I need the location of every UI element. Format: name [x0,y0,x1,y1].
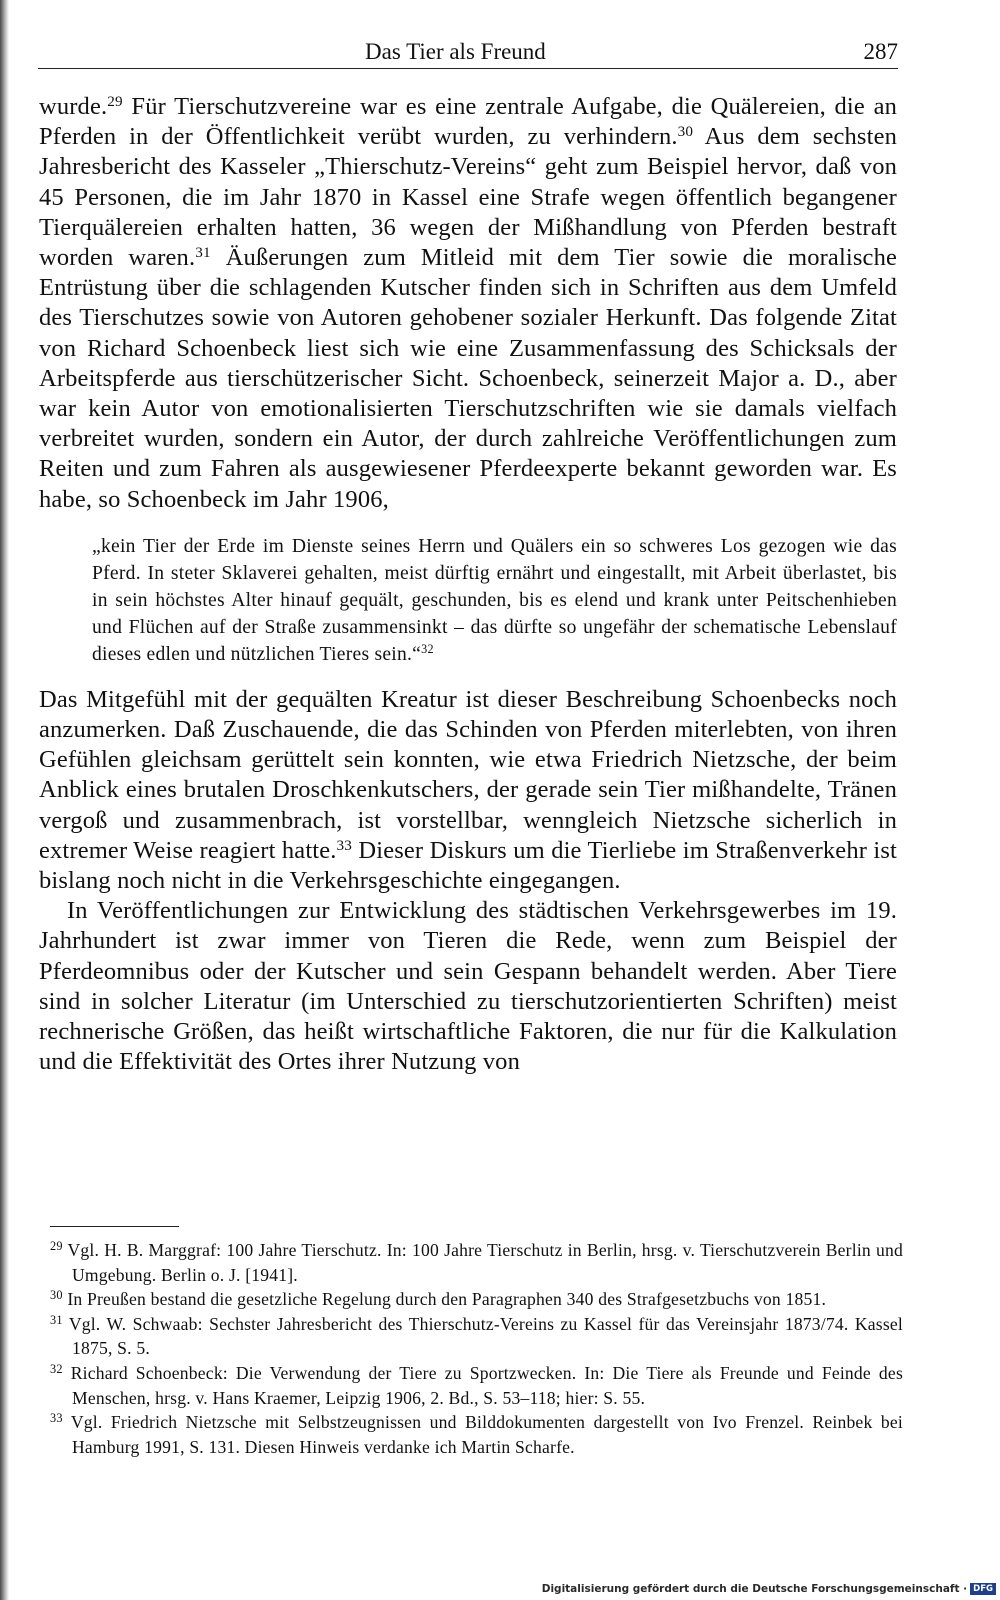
footnote-text: Vgl. Friedrich Nietzsche mit Selbstzeugnissen und Bilddokumenten dargestellt von Ivo Frenzel. Reinbek bei Hamburg 1991, S. 131. Diesen Hinweis verdanke ich Martin Scharfe. [70,1412,903,1457]
footnotes [50,1238,903,1459]
digitization-note [542,1583,996,1595]
block-quote [92,533,897,668]
running-title: Das Tier als Freund [365,39,546,64]
footnote-30 [50,1287,903,1312]
digitization-text: Digitalisierung gefördert durch die Deutsche Forschungsgemeinschaft · [541,1583,968,1595]
footnote-number: 31 [50,1312,63,1327]
footnote-marker: 29 [107,92,123,110]
footnote-31 [50,1312,903,1361]
paragraph-1 [39,92,897,515]
footnote-marker: 32 [421,642,434,657]
footnote-number: 30 [50,1288,63,1303]
footnote-separator [50,1226,179,1227]
footnote-number: 29 [50,1238,63,1253]
main-text [39,92,897,1077]
footnote-marker: 30 [677,122,694,140]
text-run: wurde. [39,93,108,120]
text-run: Aus dem sechsten Jahresbericht des Kasseler „Thierschutz-Vereins“ geht zum Beispiel hervor, daß von 45 Personen, die im Jahr 1870 in Kassel eine Strafe wegen öffentlich begangener Tierquälereien erhalten hatten, 36 wegen der Mißhandlung von Pferden bestraft worden waren. [39,123,897,272]
footnote-33 [50,1410,903,1459]
footnote-text: Vgl. W. Schwaab: Sechster Jahresbericht des Thierschutz-Vereins zu Kassel für das Vereinsjahr 1873/74. Kassel 1875, S. 5. [68,1313,903,1359]
footnote-marker: 31 [195,243,211,261]
footnote-text: In Preußen bestand die gesetzliche Regelung durch den Paragraphen 340 des Strafgesetzbuchs von 1851. [67,1289,827,1310]
footnote-number: 33 [50,1411,63,1425]
text-run: „kein Tier der Erde im Dienste seines Herrn und Quälers ein so schweres Los gezogen wie das Pferd. In steter Sklaverei gehalten, meist dürftig ernährt und eingestallt, mit Arbeit überlastet, bis in sein höchstes Alter hinauf gequält, geschunden, bis es elend und krank unter Peitschenhieben und Flüchen auf der Straße zusammensinkt – das dürfte so ungefähr der schematische Lebenslauf dieses edlen und nützlichen Tieres sein.“ [92,535,897,665]
footnote-text: Richard Schoenbeck: Die Verwendung der Tiere zu Sportzwecken. In: Die Tiere als Freunde und Feinde des Menschen, hrsg. v. Hans Kraemer, Leipzig 1906, 2. Bd., S. 53–118; hier: S. 55. [70,1362,903,1408]
text-run: Das Mitgefühl mit der gequälten Kreatur ist dieser Beschreibung Schoenbecks noch anzumerken. Daß Zuschauende, die das Schinden von Pferden miterlebten, von ihren Gefühlen gleichsam gerüttelt sein konnten, wie etwa Friedrich Nietzsche, der beim Anblick eines brutalen Droschkenkutschers, der gerade sein Tier mißhandelte, Tränen vergoß und zusammenbrach, ist vorstellbar, wenngleich Nietzsche sicherlich in extremer Weise reagiert hatte. [39,685,897,864]
footnote-text: Vgl. H. B. Marggraf: 100 Jahre Tierschutz. In: 100 Jahre Tierschutz in Berlin, hrsg. v. Tierschutzverein Berlin und Umgebung. Berlin o. J. [1941]. [67,1240,904,1285]
paragraph-2 [39,685,897,896]
page-number: 287 [863,39,898,64]
footnote-32 [50,1361,903,1410]
footnote-number: 32 [50,1361,63,1376]
page-binding-shadow [0,0,9,1600]
text-run: Für Tierschutzvereine war es eine zentrale Aufgabe, die Quälereien, die an Pferden in der Öffentlichkeit verübt wurden, zu verhindern. [39,93,897,151]
running-header [38,38,898,69]
text-run: Dieser Diskurs um die Tierliebe im Straßenverkehr ist bislang noch nicht in die Verkehrsgeschichte eingegangen. [39,836,897,895]
footnote-marker: 33 [336,836,353,854]
footnote-29 [50,1238,903,1287]
text-run: In Veröffentlichungen zur Entwicklung des städtischen Verkehrsgewerbes im 19. Jahrhundert ist zwar immer von Tieren die Rede, wenn zum Beispiel der Pferdeomnibus oder der Kutscher und sein Gespann behandelt werden. Aber Tiere sind in solcher Literatur (im Unterschied zu tierschutzorientierten Schriften) meist rechnerische Größen, das heißt wirtschaftliche Faktoren, die nur für die Kalkulation und die Effektivität des Ortes ihrer Nutzung von [39,897,897,1076]
text-run: Äußerungen zum Mitleid mit dem Tier sowie die moralische Entrüstung über die schlagenden Kutscher finden sich in Schriften aus dem Umfeld des Tierschutzes sowie von Autoren gehobener sozialer Herkunft. Das folgende Zitat von Richard Schoenbeck liest sich wie eine Zusammenfassung des Schicksals der Arbeitspferde aus tierschützerischer Sicht. Schoenbeck, seinerzeit Major a. D., aber war kein Autor von emotionalisierten Tierschutzschriften wie sie damals vielfach verbreitet wurden, sondern ein Autor, der durch zahlreiche Veröffentlichungen zum Reiten und zum Fahren als ausgewiesener Pferdeexperte bekannt geworden war. Es habe, so Schoenbeck im Jahr 1906, [39,244,898,513]
paragraph-3 [39,896,897,1077]
dfg-logo: DFG [970,1583,996,1595]
